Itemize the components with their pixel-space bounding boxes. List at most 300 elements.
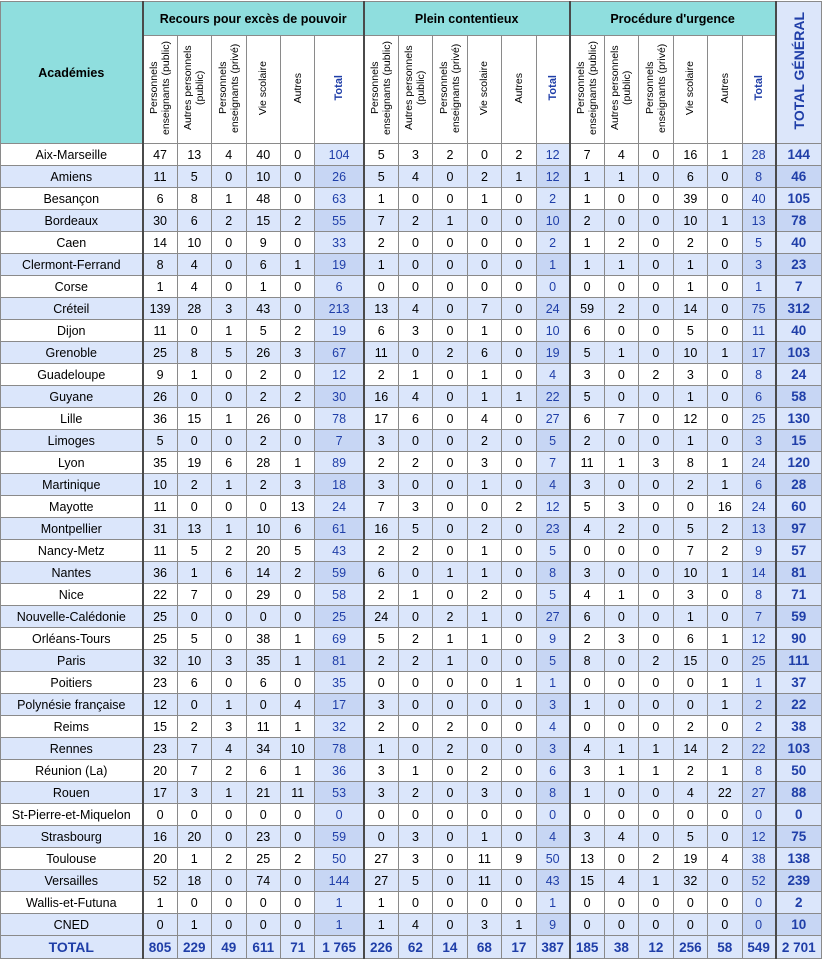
value-cell: 13	[364, 298, 398, 320]
value-cell: 0	[280, 584, 314, 606]
value-cell: 4	[398, 914, 432, 936]
value-cell: 0	[433, 760, 467, 782]
value-cell: 0	[280, 144, 314, 166]
subtotal-cell: 1	[536, 892, 570, 914]
value-cell: 1	[177, 364, 211, 386]
value-cell: 0	[433, 408, 467, 430]
value-cell: 2	[212, 760, 246, 782]
subtotal-cell: 4	[536, 474, 570, 496]
value-cell: 2	[398, 782, 432, 804]
total-cell: 226	[364, 936, 398, 959]
value-cell: 1	[673, 606, 707, 628]
value-cell: 2	[433, 342, 467, 364]
grand-total-cell: 60	[776, 496, 822, 518]
subtotal-cell: 36	[315, 760, 364, 782]
value-cell: 0	[502, 782, 536, 804]
value-cell: 1	[433, 210, 467, 232]
value-cell: 1	[502, 386, 536, 408]
table-row	[1, 628, 822, 650]
value-cell: 1	[708, 342, 742, 364]
value-cell: 0	[212, 166, 246, 188]
value-cell: 5	[673, 320, 707, 342]
subtotal-cell: 1	[742, 672, 776, 694]
subtotal-cell: 13	[742, 518, 776, 540]
total-cell: 1 765	[315, 936, 364, 959]
value-cell: 10	[280, 738, 314, 760]
value-cell: 6	[212, 562, 246, 584]
value-cell: 0	[639, 320, 673, 342]
value-cell: 0	[280, 672, 314, 694]
value-cell: 15	[143, 716, 177, 738]
academy-name: Corse	[1, 276, 143, 298]
subtotal-cell: 24	[742, 496, 776, 518]
value-cell: 74	[246, 870, 280, 892]
value-cell: 0	[708, 276, 742, 298]
value-cell: 1	[398, 364, 432, 386]
table-row	[1, 672, 822, 694]
value-cell: 3	[212, 298, 246, 320]
value-cell: 0	[433, 166, 467, 188]
value-cell: 1	[212, 782, 246, 804]
value-cell: 3	[398, 826, 432, 848]
value-cell: 0	[604, 210, 638, 232]
grand-total-cell: 38	[776, 716, 822, 738]
value-cell: 2	[177, 474, 211, 496]
subtotal-cell: 50	[536, 848, 570, 870]
value-cell: 1	[280, 650, 314, 672]
value-cell: 0	[433, 364, 467, 386]
value-cell: 15	[246, 210, 280, 232]
value-cell: 0	[398, 276, 432, 298]
value-cell: 7	[467, 298, 501, 320]
value-cell: 2	[673, 760, 707, 782]
value-cell: 139	[143, 298, 177, 320]
subheader-column: Autres personnels (public)	[398, 36, 432, 144]
value-cell: 2	[502, 496, 536, 518]
value-cell: 1	[177, 562, 211, 584]
table-row	[1, 782, 822, 804]
subtotal-cell: 11	[742, 320, 776, 342]
value-cell: 1	[570, 254, 604, 276]
subtotal-cell: 55	[315, 210, 364, 232]
value-cell: 2	[364, 540, 398, 562]
value-cell: 2	[246, 364, 280, 386]
subtotal-cell: 2	[742, 694, 776, 716]
subtotal-cell: 25	[742, 408, 776, 430]
value-cell: 0	[212, 914, 246, 936]
value-cell: 18	[177, 870, 211, 892]
value-cell: 0	[604, 848, 638, 870]
subtotal-cell: 26	[315, 166, 364, 188]
subheader-column: Personnels enseignants (privé)	[433, 36, 467, 144]
value-cell: 2	[604, 232, 638, 254]
value-cell: 0	[433, 320, 467, 342]
value-cell: 0	[502, 694, 536, 716]
value-cell: 2	[433, 716, 467, 738]
value-cell: 3	[467, 782, 501, 804]
subtotal-cell: 3	[742, 430, 776, 452]
subtotal-cell: 0	[536, 276, 570, 298]
value-cell: 0	[604, 804, 638, 826]
value-cell: 0	[212, 606, 246, 628]
value-cell: 1	[570, 166, 604, 188]
value-cell: 27	[364, 848, 398, 870]
academy-name: Versailles	[1, 870, 143, 892]
subtotal-cell: 6	[742, 474, 776, 496]
value-cell: 1	[708, 474, 742, 496]
value-cell: 0	[433, 804, 467, 826]
value-cell: 36	[143, 408, 177, 430]
value-cell: 36	[143, 562, 177, 584]
subheader-column: Vie scolaire	[467, 36, 501, 144]
subtotal-cell: 5	[536, 584, 570, 606]
value-cell: 0	[639, 584, 673, 606]
value-cell: 0	[604, 716, 638, 738]
value-cell: 1	[433, 650, 467, 672]
value-cell: 1	[467, 606, 501, 628]
academy-name: Reims	[1, 716, 143, 738]
value-cell: 6	[570, 408, 604, 430]
value-cell: 0	[604, 892, 638, 914]
subtotal-cell: 104	[315, 144, 364, 166]
value-cell: 1	[212, 694, 246, 716]
value-cell: 4	[604, 144, 638, 166]
academy-name: Montpellier	[1, 518, 143, 540]
subtotal-cell: 2	[536, 188, 570, 210]
value-cell: 5	[673, 518, 707, 540]
grand-total-cell: 78	[776, 210, 822, 232]
value-cell: 0	[639, 210, 673, 232]
value-cell: 2	[639, 364, 673, 386]
table-row	[1, 650, 822, 672]
value-cell: 0	[570, 892, 604, 914]
value-cell: 0	[502, 562, 536, 584]
value-cell: 0	[708, 870, 742, 892]
academy-name: Nantes	[1, 562, 143, 584]
value-cell: 0	[708, 606, 742, 628]
value-cell: 35	[246, 650, 280, 672]
subheader-total: Total	[742, 36, 776, 144]
value-cell: 1	[212, 320, 246, 342]
value-cell: 0	[639, 826, 673, 848]
value-cell: 0	[673, 804, 707, 826]
value-cell: 1	[212, 408, 246, 430]
value-cell: 0	[177, 804, 211, 826]
value-cell: 0	[280, 276, 314, 298]
value-cell: 2	[280, 848, 314, 870]
academy-name: Clermont-Ferrand	[1, 254, 143, 276]
academy-name: Guyane	[1, 386, 143, 408]
value-cell: 5	[177, 540, 211, 562]
value-cell: 0	[212, 628, 246, 650]
value-cell: 0	[502, 188, 536, 210]
value-cell: 26	[143, 386, 177, 408]
value-cell: 0	[502, 298, 536, 320]
value-cell: 10	[143, 474, 177, 496]
total-row	[1, 936, 822, 959]
value-cell: 11	[467, 848, 501, 870]
value-cell: 0	[280, 826, 314, 848]
value-cell: 10	[673, 210, 707, 232]
value-cell: 9	[143, 364, 177, 386]
academies-table	[0, 1, 822, 959]
value-cell: 0	[708, 166, 742, 188]
subtotal-cell: 81	[315, 650, 364, 672]
value-cell: 3	[398, 144, 432, 166]
table-row	[1, 232, 822, 254]
value-cell: 1	[280, 760, 314, 782]
value-cell: 0	[398, 254, 432, 276]
value-cell: 0	[604, 672, 638, 694]
value-cell: 2	[433, 144, 467, 166]
grand-total-cell: 0	[776, 804, 822, 826]
subtotal-cell: 3	[536, 738, 570, 760]
table-row	[1, 298, 822, 320]
subheader-column: Personnels enseignants (public)	[364, 36, 398, 144]
value-cell: 0	[708, 254, 742, 276]
value-cell: 1	[467, 320, 501, 342]
value-cell: 0	[467, 738, 501, 760]
value-cell: 1	[467, 826, 501, 848]
subtotal-cell: 78	[315, 738, 364, 760]
value-cell: 31	[143, 518, 177, 540]
value-cell: 16	[673, 144, 707, 166]
total-cell: 185	[570, 936, 604, 959]
group-header-plein: Plein contentieux	[364, 2, 570, 36]
value-cell: 0	[212, 826, 246, 848]
subtotal-cell: 3	[742, 254, 776, 276]
grand-total-cell: 37	[776, 672, 822, 694]
value-cell: 3	[467, 914, 501, 936]
value-cell: 20	[143, 848, 177, 870]
value-cell: 3	[398, 320, 432, 342]
value-cell: 2	[280, 320, 314, 342]
subheader-column: Personnels enseignants (public)	[570, 36, 604, 144]
table-row	[1, 364, 822, 386]
subtotal-cell: 12	[536, 496, 570, 518]
value-cell: 6	[364, 562, 398, 584]
value-cell: 2	[604, 518, 638, 540]
value-cell: 2	[177, 716, 211, 738]
subtotal-cell: 24	[742, 452, 776, 474]
value-cell: 1	[639, 870, 673, 892]
value-cell: 0	[212, 386, 246, 408]
value-cell: 0	[639, 474, 673, 496]
value-cell: 2	[212, 210, 246, 232]
value-cell: 1	[570, 232, 604, 254]
value-cell: 12	[673, 408, 707, 430]
subtotal-cell: 75	[742, 298, 776, 320]
value-cell: 11	[364, 342, 398, 364]
value-cell: 0	[467, 694, 501, 716]
value-cell: 0	[502, 518, 536, 540]
value-cell: 24	[364, 606, 398, 628]
value-cell: 0	[398, 562, 432, 584]
value-cell: 0	[502, 716, 536, 738]
academy-name: Guadeloupe	[1, 364, 143, 386]
value-cell: 0	[433, 848, 467, 870]
value-cell: 6	[280, 518, 314, 540]
value-cell: 0	[398, 672, 432, 694]
value-cell: 0	[212, 672, 246, 694]
academy-name: Martinique	[1, 474, 143, 496]
value-cell: 2	[604, 298, 638, 320]
academy-name: Nice	[1, 584, 143, 606]
value-cell: 0	[177, 496, 211, 518]
grand-total-cell: 40	[776, 232, 822, 254]
value-cell: 7	[570, 144, 604, 166]
value-cell: 1	[364, 892, 398, 914]
value-cell: 0	[280, 804, 314, 826]
value-cell: 0	[604, 364, 638, 386]
value-cell: 1	[467, 364, 501, 386]
subtotal-cell: 7	[315, 430, 364, 452]
academy-name: Lyon	[1, 452, 143, 474]
value-cell: 1	[398, 584, 432, 606]
value-cell: 3	[570, 562, 604, 584]
value-cell: 6	[212, 452, 246, 474]
value-cell: 2	[364, 716, 398, 738]
value-cell: 14	[246, 562, 280, 584]
value-cell: 14	[143, 232, 177, 254]
table-row	[1, 562, 822, 584]
table-row	[1, 496, 822, 518]
value-cell: 0	[246, 496, 280, 518]
value-cell: 0	[673, 892, 707, 914]
value-cell: 0	[639, 628, 673, 650]
value-cell: 6	[673, 628, 707, 650]
value-cell: 0	[639, 694, 673, 716]
value-cell: 1	[708, 144, 742, 166]
value-cell: 6	[246, 254, 280, 276]
value-cell: 48	[246, 188, 280, 210]
value-cell: 8	[570, 650, 604, 672]
value-cell: 28	[177, 298, 211, 320]
value-cell: 0	[433, 518, 467, 540]
value-cell: 1	[364, 914, 398, 936]
value-cell: 6	[364, 320, 398, 342]
value-cell: 1	[364, 188, 398, 210]
grand-total-cell: 97	[776, 518, 822, 540]
value-cell: 2	[398, 540, 432, 562]
value-cell: 5	[177, 628, 211, 650]
value-cell: 1	[604, 166, 638, 188]
value-cell: 16	[143, 826, 177, 848]
value-cell: 2	[364, 650, 398, 672]
value-cell: 2	[708, 540, 742, 562]
value-cell: 0	[280, 188, 314, 210]
value-cell: 1	[280, 716, 314, 738]
value-cell: 0	[502, 892, 536, 914]
value-cell: 5	[570, 342, 604, 364]
subtotal-cell: 4	[536, 826, 570, 848]
grand-total-cell: 144	[776, 144, 822, 166]
value-cell: 2	[639, 848, 673, 870]
grand-total-cell: 120	[776, 452, 822, 474]
value-cell: 7	[604, 408, 638, 430]
value-cell: 0	[467, 804, 501, 826]
value-cell: 3	[280, 474, 314, 496]
value-cell: 3	[398, 848, 432, 870]
value-cell: 4	[398, 298, 432, 320]
value-cell: 19	[177, 452, 211, 474]
value-cell: 23	[246, 826, 280, 848]
value-cell: 0	[639, 386, 673, 408]
value-cell: 0	[639, 914, 673, 936]
value-cell: 1	[604, 342, 638, 364]
value-cell: 4	[604, 826, 638, 848]
value-cell: 3	[570, 364, 604, 386]
value-cell: 0	[212, 892, 246, 914]
value-cell: 20	[177, 826, 211, 848]
value-cell: 0	[246, 804, 280, 826]
subtotal-cell: 40	[742, 188, 776, 210]
value-cell: 2	[212, 540, 246, 562]
value-cell: 0	[502, 870, 536, 892]
value-cell: 20	[246, 540, 280, 562]
value-cell: 13	[280, 496, 314, 518]
value-cell: 0	[604, 650, 638, 672]
value-cell: 0	[502, 452, 536, 474]
value-cell: 0	[212, 496, 246, 518]
subtotal-cell: 1	[315, 914, 364, 936]
subtotal-cell: 6	[742, 386, 776, 408]
value-cell: 16	[364, 386, 398, 408]
value-cell: 1	[212, 518, 246, 540]
total-cell: 387	[536, 936, 570, 959]
academy-name: CNED	[1, 914, 143, 936]
subtotal-cell: 30	[315, 386, 364, 408]
subtotal-cell: 12	[742, 628, 776, 650]
value-cell: 0	[246, 694, 280, 716]
value-cell: 0	[604, 474, 638, 496]
total-cell: 14	[433, 936, 467, 959]
value-cell: 4	[398, 386, 432, 408]
academy-name: Rennes	[1, 738, 143, 760]
subtotal-cell: 8	[536, 782, 570, 804]
value-cell: 3	[398, 496, 432, 518]
table-row	[1, 540, 822, 562]
value-cell: 0	[502, 342, 536, 364]
subtotal-cell: 7	[536, 452, 570, 474]
academy-name: Grenoble	[1, 342, 143, 364]
grand-total-cell: 10	[776, 914, 822, 936]
table-row	[1, 144, 822, 166]
value-cell: 6	[673, 166, 707, 188]
value-cell: 11	[467, 870, 501, 892]
value-cell: 4	[280, 694, 314, 716]
grand-total-cell: 7	[776, 276, 822, 298]
subtotal-cell: 63	[315, 188, 364, 210]
value-cell: 0	[433, 892, 467, 914]
value-cell: 1	[570, 782, 604, 804]
value-cell: 0	[639, 408, 673, 430]
value-cell: 0	[502, 584, 536, 606]
value-cell: 3	[570, 760, 604, 782]
value-cell: 14	[673, 298, 707, 320]
table-row	[1, 408, 822, 430]
value-cell: 2	[673, 232, 707, 254]
grand-total-cell: 59	[776, 606, 822, 628]
subtotal-cell: 67	[315, 342, 364, 364]
value-cell: 3	[364, 782, 398, 804]
value-cell: 35	[143, 452, 177, 474]
value-cell: 0	[467, 276, 501, 298]
value-cell: 6	[246, 760, 280, 782]
value-cell: 0	[280, 914, 314, 936]
value-cell: 4	[604, 870, 638, 892]
total-cell: 58	[708, 936, 742, 959]
